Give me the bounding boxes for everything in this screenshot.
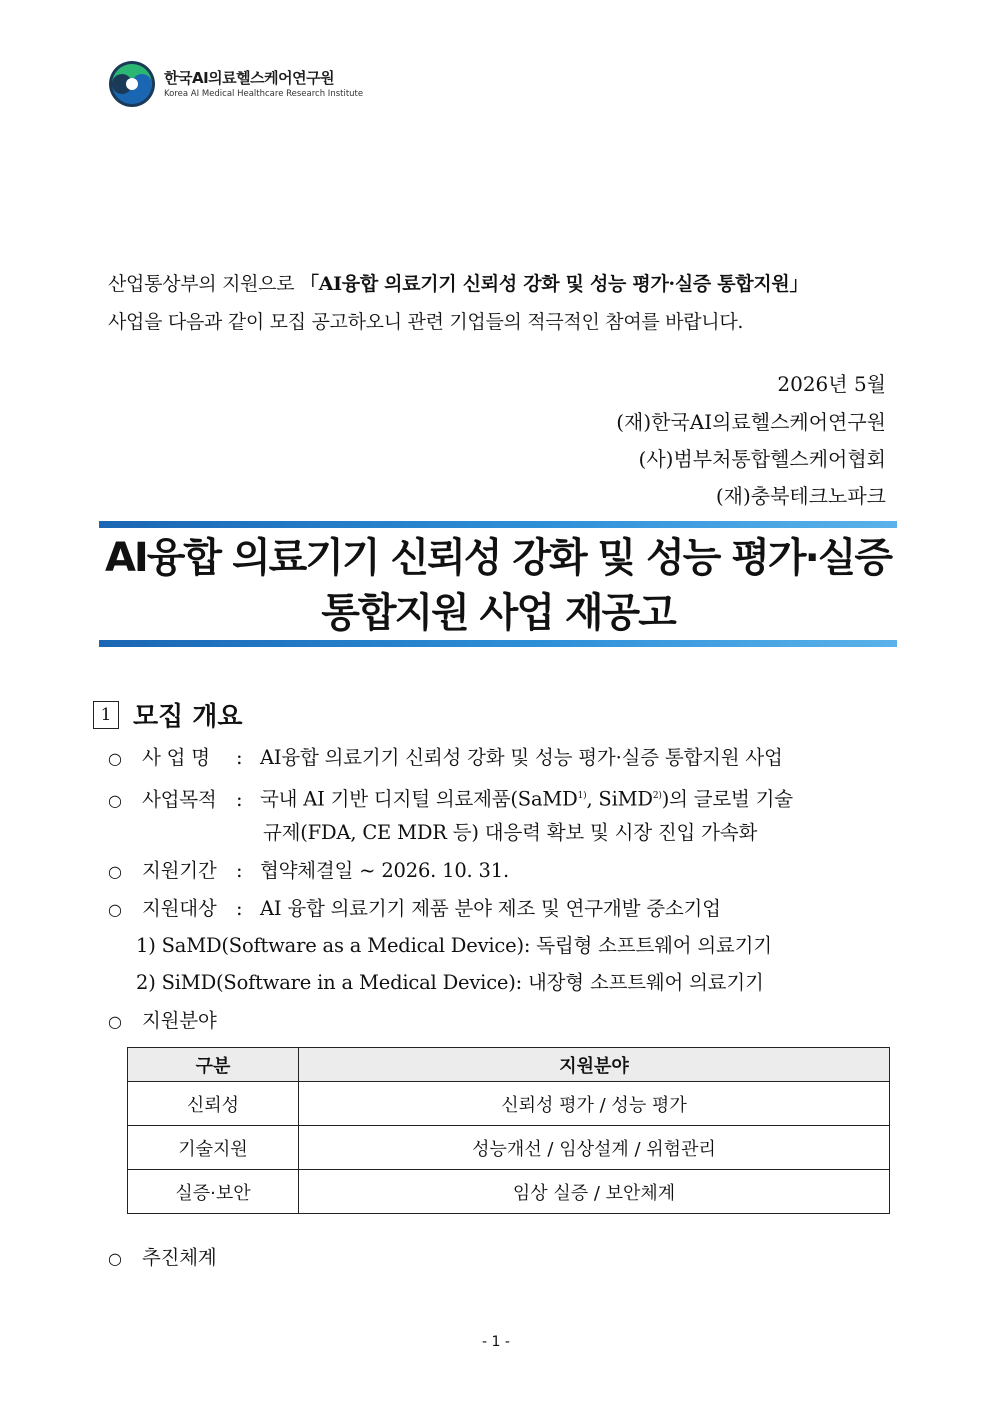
item-value-c: )의 글로벌 기술 (661, 787, 793, 811)
table-header-category: 구분 (128, 1048, 299, 1082)
intro-line-1 (108, 266, 894, 302)
item-purpose-line-2: 규제(FDA, CE MDR 등) 대응력 확보 및 시장 진입 가속화 (263, 821, 758, 844)
document-title-line-1: AI융합 의료기기 신뢰성 강화 및 성능 평가·실증 (104, 535, 892, 581)
item-label: 지원분야 (142, 1009, 217, 1032)
table-header-row (128, 1048, 890, 1082)
item-value-a: 국내 AI 기반 디지털 의료제품(SaMD (260, 787, 578, 811)
bullet: ○ (108, 1249, 122, 1268)
bullet: ○ (108, 749, 122, 768)
org-logo (108, 60, 363, 108)
footnote-ref-1: 1) (577, 791, 587, 801)
item-target (108, 892, 721, 927)
item-value-b: , SiMD (586, 787, 653, 811)
org-signature-2: (사)범부처통합헬스케어협회 (638, 447, 886, 471)
section-title: 모집 개요 (133, 702, 243, 732)
item-value: 협약체결일 ~ 2026. 10. 31. (260, 859, 509, 882)
item-system (108, 1241, 217, 1276)
title-bar-top (99, 521, 897, 528)
item-label: 지원기간 (142, 859, 217, 882)
item-value: AI 융합 의료기기 제품 분야 제조 및 연구개발 중소기업 (260, 897, 721, 920)
page-number: - 1 - (482, 1334, 510, 1350)
intro-program-name: 「AI융합 의료기기 신뢰성 강화 및 성능 평가·실증 통합지원」 (300, 273, 809, 295)
org-name-english: Korea AI Medical Healthcare Research Institute (164, 89, 364, 99)
title-bar-bottom (99, 640, 897, 647)
table-cell-field: 신뢰성 평가 / 성능 평가 (299, 1082, 890, 1126)
table-cell-category: 기술지원 (128, 1126, 299, 1170)
item-field (108, 1004, 217, 1039)
bullet: ○ (108, 900, 122, 919)
item-label: 사업목적 (142, 787, 217, 811)
colon: : (236, 897, 243, 920)
colon: : (236, 859, 243, 882)
intro-line-2: 사업을 다음과 같이 모집 공고하오니 관련 기업들의 적극적인 참여를 바랍니다. (108, 311, 744, 333)
bullet: ○ (108, 790, 122, 810)
item-purpose (108, 779, 793, 818)
table-cell-category: 실증·보안 (128, 1170, 299, 1214)
item-label: 추진체계 (142, 1246, 217, 1269)
support-field-table (127, 1047, 890, 1214)
bullet: ○ (108, 862, 122, 881)
item-label: 사 업 명 (142, 746, 210, 769)
org-signature-3: (재)충북테크노파크 (715, 484, 886, 508)
table-row (128, 1170, 890, 1214)
footnote-1: 1) SaMD(Software as a Medical Device): 독립형 소프트웨어 의료기기 (136, 934, 772, 957)
intro-prefix: 산업통상부의 지원으로 (108, 273, 301, 295)
announcement-date: 2026년 5월 (777, 372, 886, 396)
table-cell-field: 성능개선 / 임상설계 / 위험관리 (299, 1126, 890, 1170)
document-title-line-2: 통합지원 사업 재공고 (321, 590, 675, 636)
section-heading (93, 696, 243, 733)
item-value: AI융합 의료기기 신뢰성 강화 및 성능 평가·실증 통합지원 사업 (260, 746, 783, 769)
footnote-2: 2) SiMD(Software in a Medical Device): 내장형 소프트웨어 의료기기 (136, 971, 764, 994)
item-period (108, 854, 509, 889)
table-row (128, 1082, 890, 1126)
table-header-field: 지원분야 (299, 1048, 890, 1082)
item-business-name (108, 741, 783, 776)
item-label: 지원대상 (142, 897, 217, 920)
section-number-box: 1 (93, 701, 119, 729)
footnote-ref-2: 2) (652, 791, 662, 801)
org-name-korean: 한국AI의료헬스케어연구원 (164, 69, 335, 87)
table-row (128, 1126, 890, 1170)
org-signature-1: (재)한국AI의료헬스케어연구원 (616, 410, 886, 434)
bullet: ○ (108, 1012, 122, 1031)
table-cell-field: 임상 실증 / 보안체계 (299, 1170, 890, 1214)
colon: : (236, 787, 243, 811)
colon: : (236, 746, 243, 769)
table-cell-category: 신뢰성 (128, 1082, 299, 1126)
circular-s-logo-icon (108, 60, 156, 108)
org-name (164, 68, 363, 100)
